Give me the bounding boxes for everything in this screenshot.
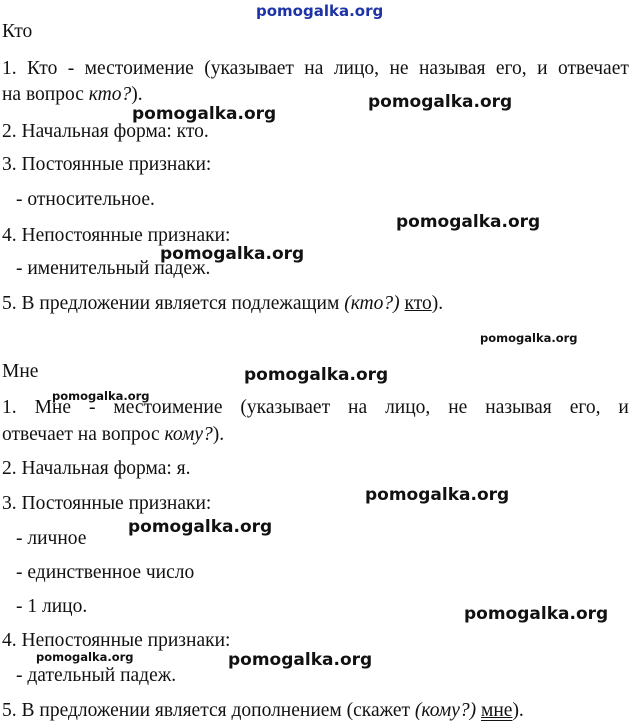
watermark: pomogalka.org <box>368 92 513 112</box>
text: ). <box>512 700 524 721</box>
watermark-small: pomogalka.org <box>36 650 134 664</box>
word: его, <box>495 58 527 79</box>
watermark-small: pomogalka.org <box>480 331 578 345</box>
watermark: pomogalka.org <box>228 650 373 670</box>
word: - <box>88 397 96 418</box>
word: и <box>618 397 629 418</box>
watermark: pomogalka.org <box>464 604 609 624</box>
paragraph: 2. Начальная форма: кто. <box>2 121 209 142</box>
word: Кто <box>27 58 58 79</box>
watermark: pomogalka.org <box>396 212 541 232</box>
paragraph: 4. Непостоянные признаки: <box>2 225 231 246</box>
watermark: pomogalka.org <box>160 244 305 264</box>
watermark-top: pomogalka.org <box>256 2 384 20</box>
paragraph-line <box>2 83 629 107</box>
watermark: pomogalka.org <box>365 485 510 505</box>
section-heading: Мне <box>2 361 39 382</box>
word: лицо, <box>385 397 431 418</box>
paragraph: 3. Постоянные признаки: <box>2 493 212 514</box>
list-item: - единственное число <box>16 562 195 583</box>
text: ). <box>431 293 444 314</box>
word: его, <box>569 397 601 418</box>
text: ). <box>212 424 225 445</box>
word: не <box>448 397 468 418</box>
word: называя <box>485 397 552 418</box>
word: и <box>537 58 548 79</box>
section-heading: Кто <box>2 21 33 42</box>
word: 1. <box>2 58 17 79</box>
word: на <box>304 58 324 79</box>
underlined-word: кто <box>404 293 432 314</box>
list-item: - 1 лицо. <box>16 596 88 617</box>
word: лицо, <box>333 58 380 79</box>
list-item: - дательный падеж. <box>16 665 177 686</box>
word: местоимение <box>84 58 194 79</box>
list-item: - именительный падеж. <box>16 258 211 279</box>
paragraph: 2. Начальная форма: я. <box>2 458 191 479</box>
italic-text: (кому?) <box>414 700 477 721</box>
watermark-small: pomogalka.org <box>52 389 150 403</box>
word: Мне <box>34 397 71 418</box>
word: местоимение <box>113 397 223 418</box>
word: на <box>348 397 368 418</box>
paragraph-line-justified <box>2 396 629 420</box>
text: 5. В предложении является подлежащим <box>2 293 345 314</box>
paragraph: 3. Постоянные признаки: <box>2 154 212 175</box>
word: - <box>67 58 75 79</box>
text: ). <box>131 84 143 105</box>
word: 1. <box>2 397 17 418</box>
text: на вопрос <box>2 84 89 105</box>
paragraph: 4. Непостоянные признаки: <box>2 630 231 651</box>
text: отвечает на вопрос <box>2 424 165 445</box>
text: 5. В предложении является дополнением (скажет <box>2 700 415 721</box>
list-item: - относительное. <box>16 189 155 210</box>
paragraph-line <box>2 699 629 723</box>
list-item: - личное <box>16 528 87 549</box>
italic-text: кому? <box>164 424 213 445</box>
underlined-word: мне <box>481 700 513 721</box>
word: называя <box>418 58 486 79</box>
paragraph-line <box>2 292 629 316</box>
italic-text: (кто?) <box>344 293 400 314</box>
paragraph-line-justified <box>2 57 629 81</box>
word: (указывает <box>204 58 294 79</box>
italic-text: кто? <box>88 84 132 105</box>
word: (указывает <box>240 397 331 418</box>
paragraph-line <box>2 423 629 447</box>
watermark: pomogalka.org <box>128 517 273 537</box>
watermark: pomogalka.org <box>244 365 389 385</box>
word: не <box>389 58 409 79</box>
word: отвечает <box>557 58 629 79</box>
watermark: pomogalka.org <box>132 104 277 124</box>
